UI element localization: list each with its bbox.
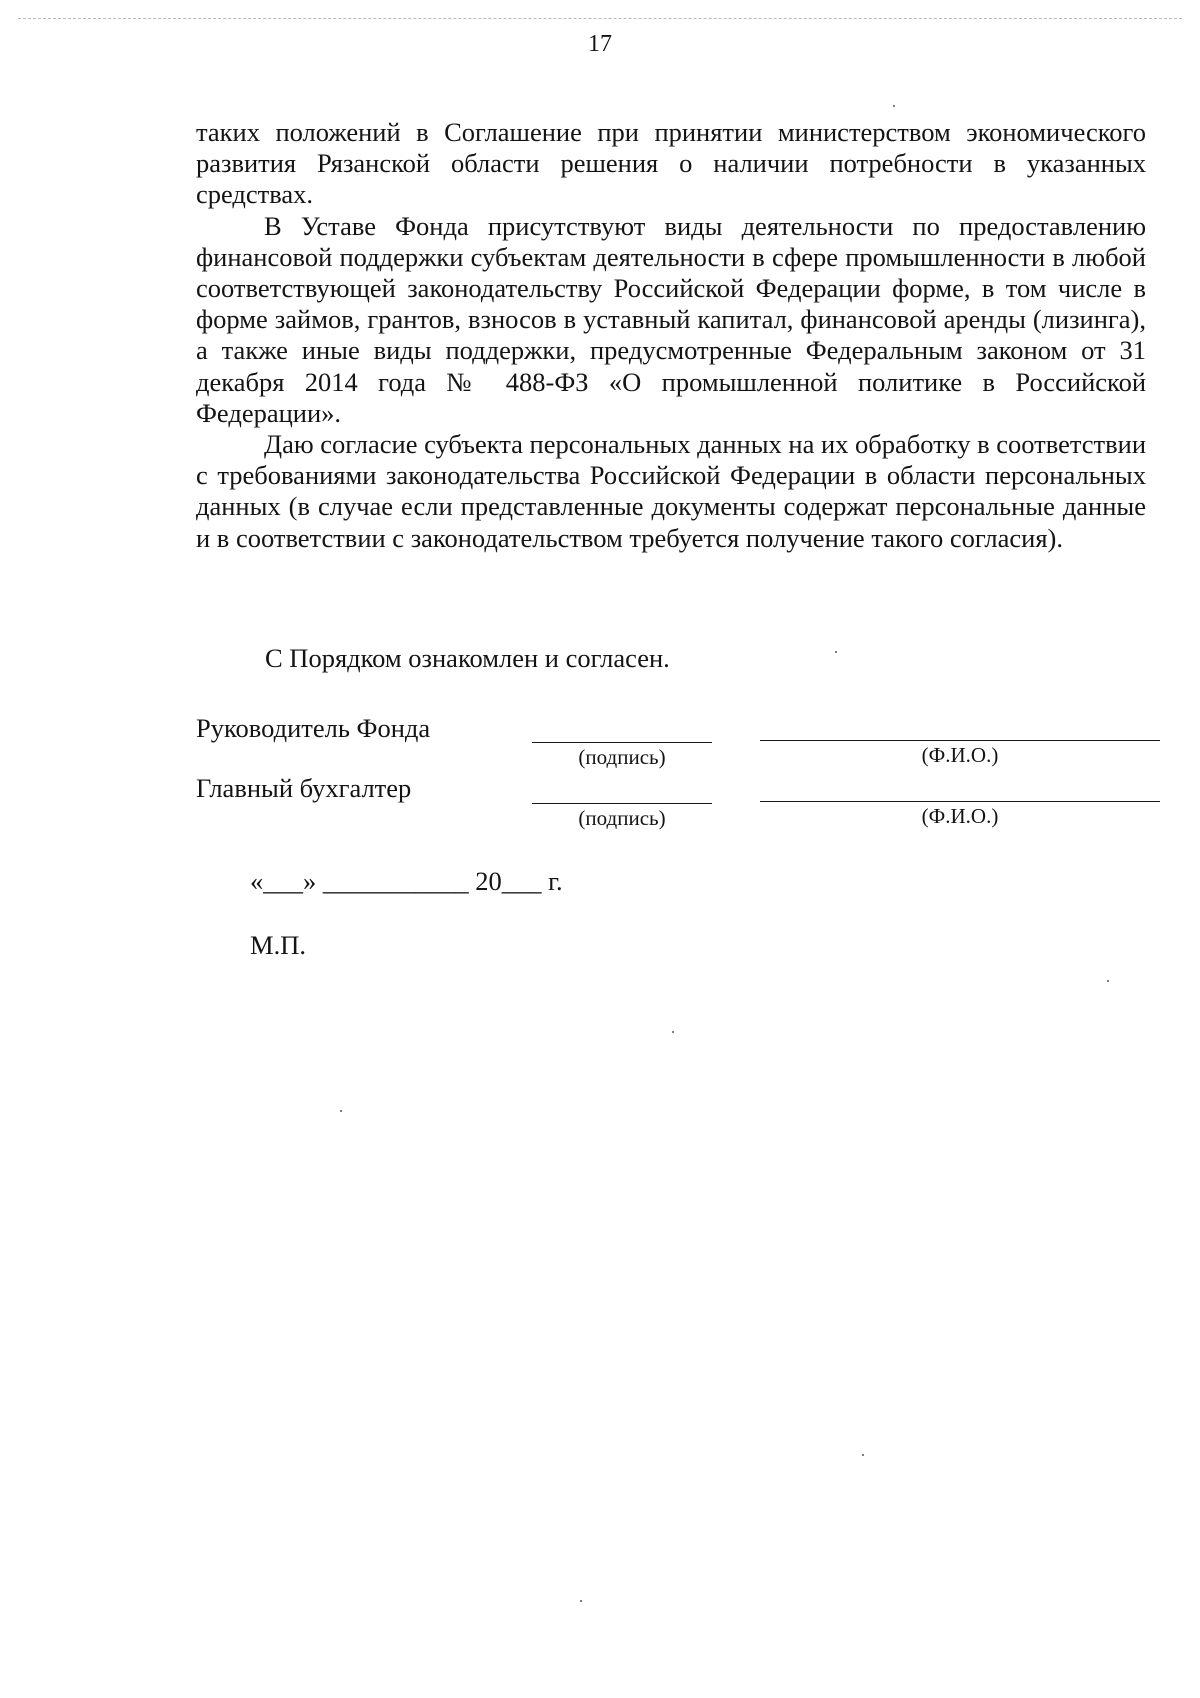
scan-speck (580, 1600, 582, 1602)
date-line: «___» ___________ 20___ г. (250, 866, 563, 896)
scan-top-edge (18, 18, 1182, 19)
scan-speck (672, 1031, 674, 1033)
chief-accountant-label: Главный бухгалтер (196, 773, 412, 803)
scan-speck (893, 105, 895, 107)
scan-speck (862, 1454, 864, 1456)
chief-accountant-name-line (760, 801, 1160, 802)
fund-head-name-caption: (Ф.И.О.) (921, 743, 999, 767)
paragraph-continuation: таких положений в Соглашение при принятии министерством экономического развития Рязанской области решения о наличии потребности в указанных средствах. (196, 117, 1146, 210)
fund-head-signature-caption: (подпись) (578, 745, 666, 769)
fund-head-name-line (760, 740, 1160, 741)
fund-head-label: Руководитель Фонда (196, 713, 431, 743)
paragraph-personal-data-consent: Даю согласие субъекта персональных данных на их обработку в соответствии с требованиями законодательства Российской Федерации в области персональных данных (в случае если представленные документы содержат персональные данные и в соответствии с законодательством требуется получение такого согласия). (196, 429, 1146, 553)
chief-accountant-name-caption: (Ф.И.О.) (921, 804, 999, 828)
scan-speck (340, 1110, 342, 1112)
paragraph-fund-charter: В Уставе Фонда присутствуют виды деятельности по предоставлению финансовой поддержки субъектам деятельности в сфере промышленности в любой соответствующей законодательству Российской Федерации форме, в том числе в форме займов, грантов, взносов в уставный капитал, финансовой аренды (лизинга), а также иные виды поддержки, предусмотренные Федеральным законом от 31 декабря 2014 года № 488-ФЗ «О промышленной политике в Российской Федерации». (196, 210, 1146, 428)
page-number: 17 (588, 31, 612, 57)
chief-accountant-signature-caption: (подпись) (578, 806, 666, 830)
acknowledgement-line: С Порядком ознакомлен и согласен. (265, 643, 670, 673)
document-body (196, 117, 1146, 554)
chief-accountant-signature-line (532, 803, 712, 804)
fund-head-signature-line (532, 742, 712, 743)
scan-speck (1107, 980, 1109, 982)
stamp-place-label: М.П. (250, 930, 306, 960)
scan-speck (835, 651, 837, 653)
